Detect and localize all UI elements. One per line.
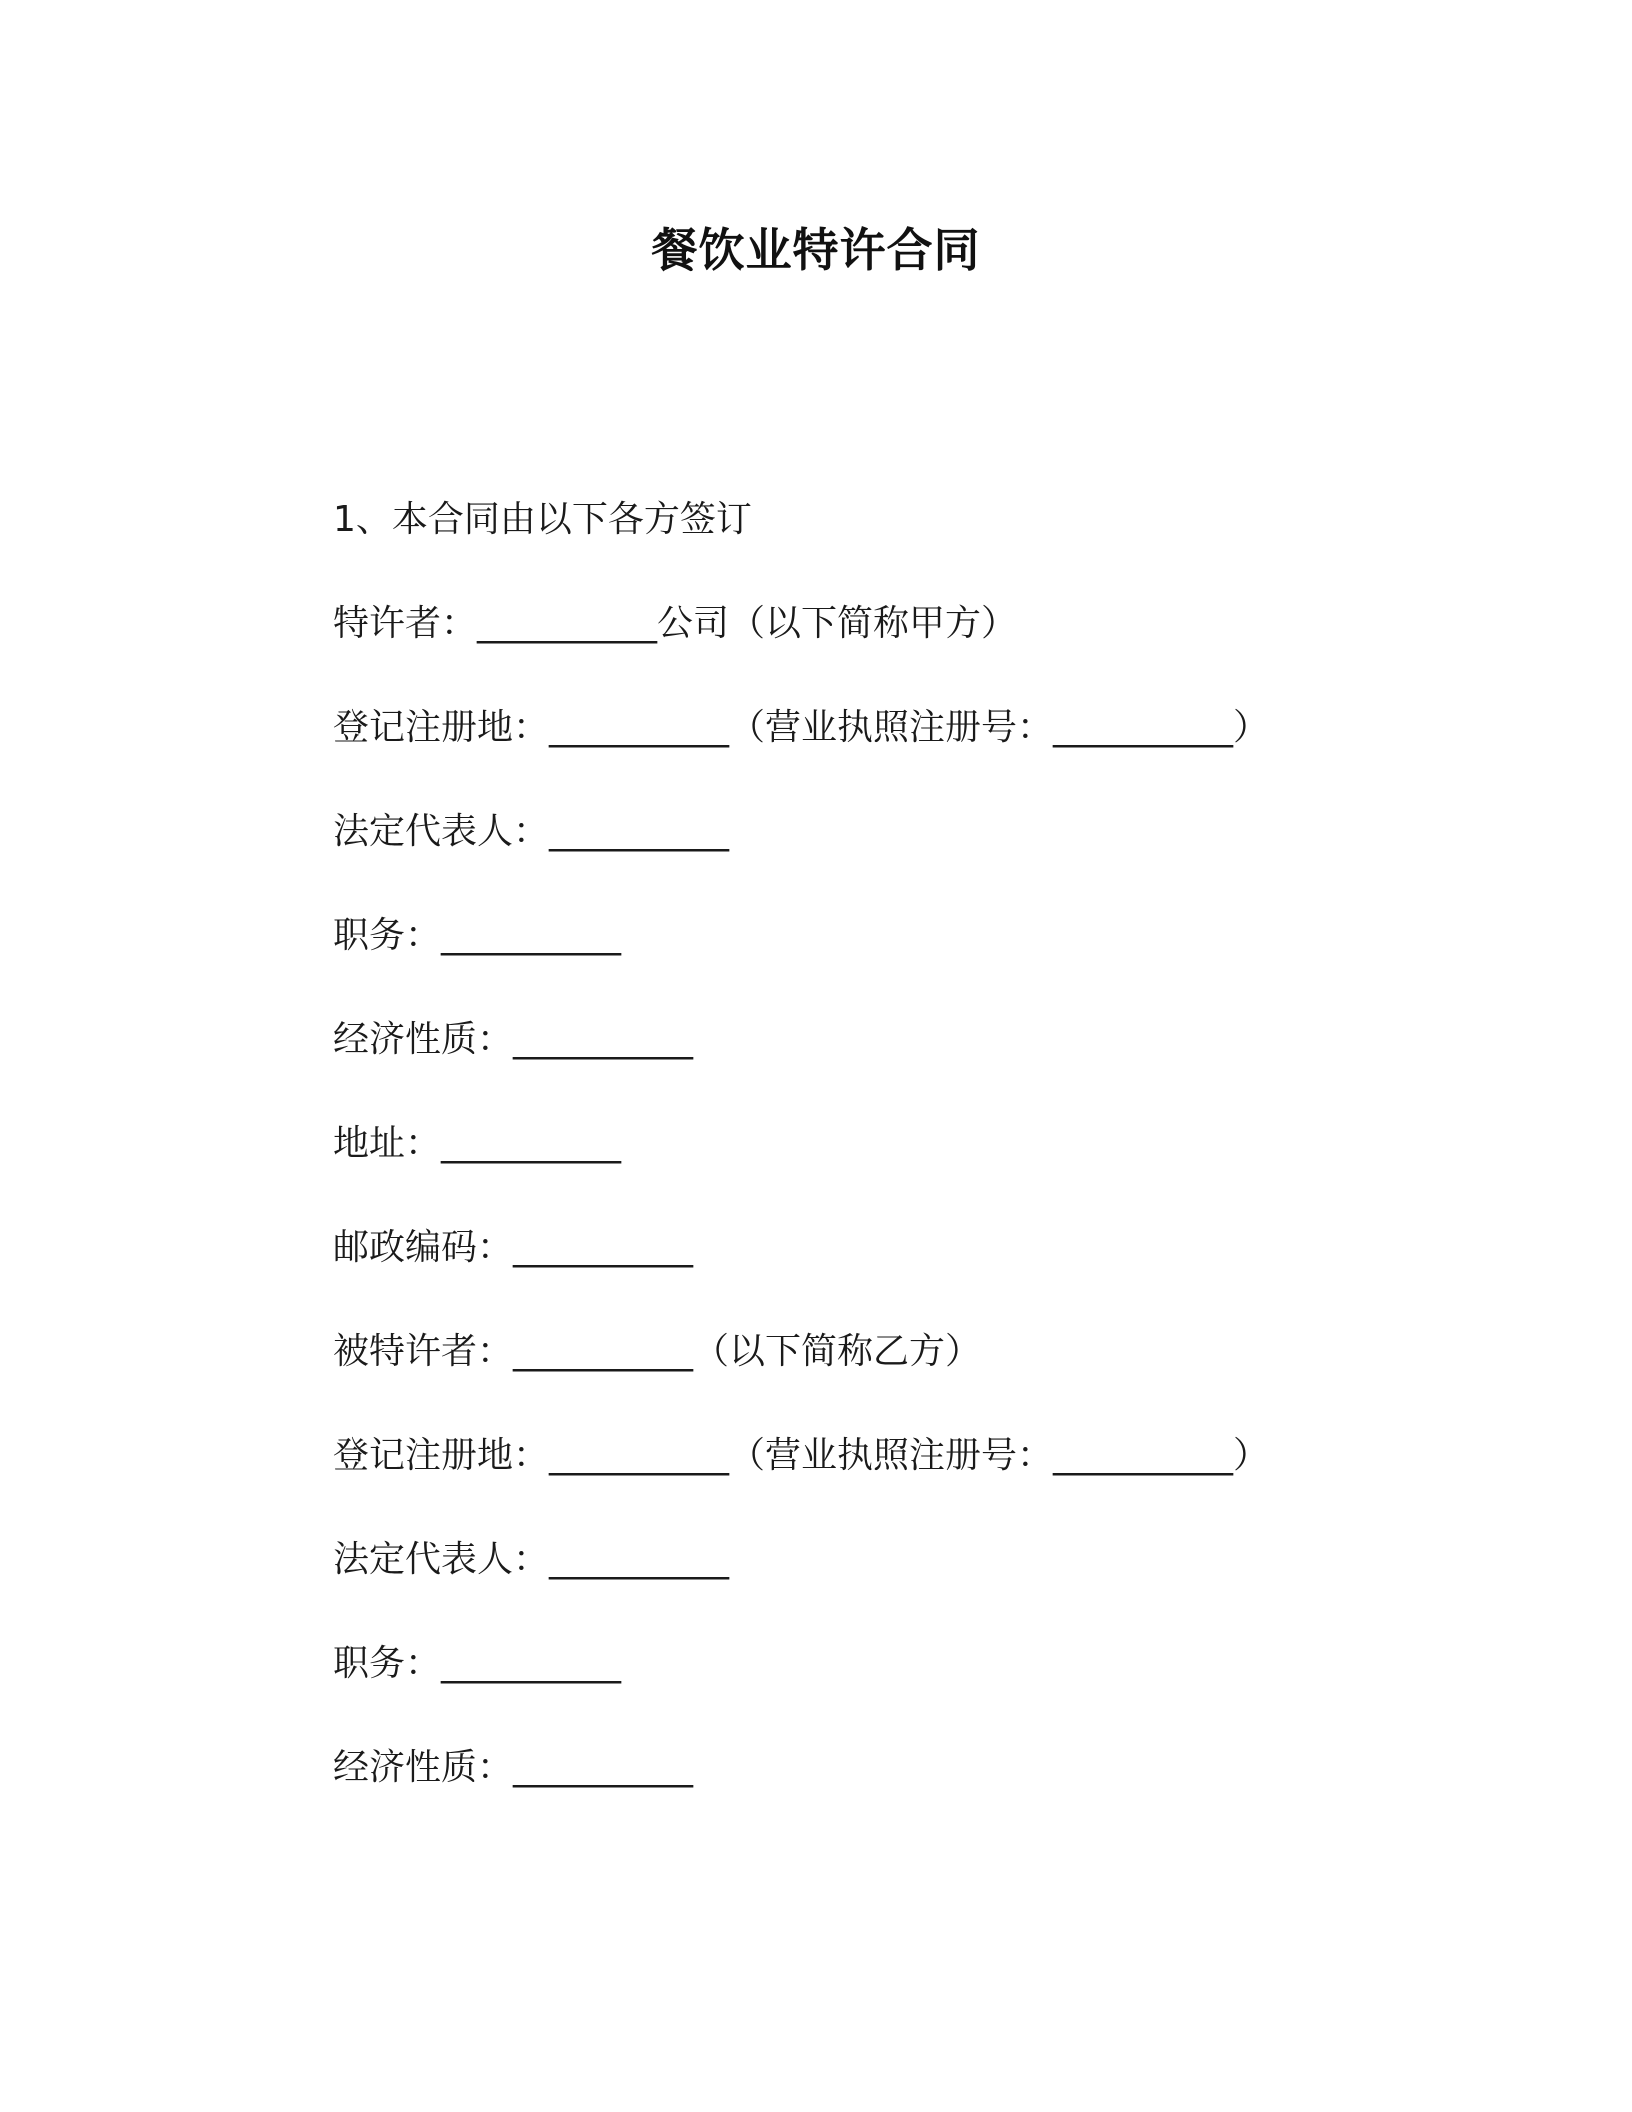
franchisor-address-line: 地址：__________ [333, 1123, 622, 1164]
franchisor-economic-nature-line: 经济性质：__________ [333, 1019, 694, 1060]
franchisor-postcode-line: 邮政编码：__________ [333, 1227, 694, 1268]
franchisee-registration-line: 登记注册地：__________（营业执照注册号：__________） [333, 1435, 1270, 1476]
franchisor-legal-rep-line: 法定代表人：__________ [333, 811, 730, 852]
section-heading-parties: 1、本合同由以下各方签订 [333, 499, 752, 540]
franchisor-line: 特许者：__________公司（以下简称甲方） [333, 603, 1018, 644]
franchisee-position-line: 职务：__________ [333, 1643, 622, 1684]
franchisee-legal-rep-line: 法定代表人：__________ [333, 1539, 730, 1580]
document-title: 餐饮业特许合同 [651, 223, 981, 277]
document-body [333, 488, 1433, 1840]
franchisee-economic-nature-line: 经济性质：__________ [333, 1747, 694, 1788]
franchisee-line: 被特许者：__________（以下简称乙方） [333, 1331, 982, 1372]
franchisor-registration-line: 登记注册地：__________（营业执照注册号：__________） [333, 707, 1270, 748]
franchisor-position-line: 职务：__________ [333, 915, 622, 956]
